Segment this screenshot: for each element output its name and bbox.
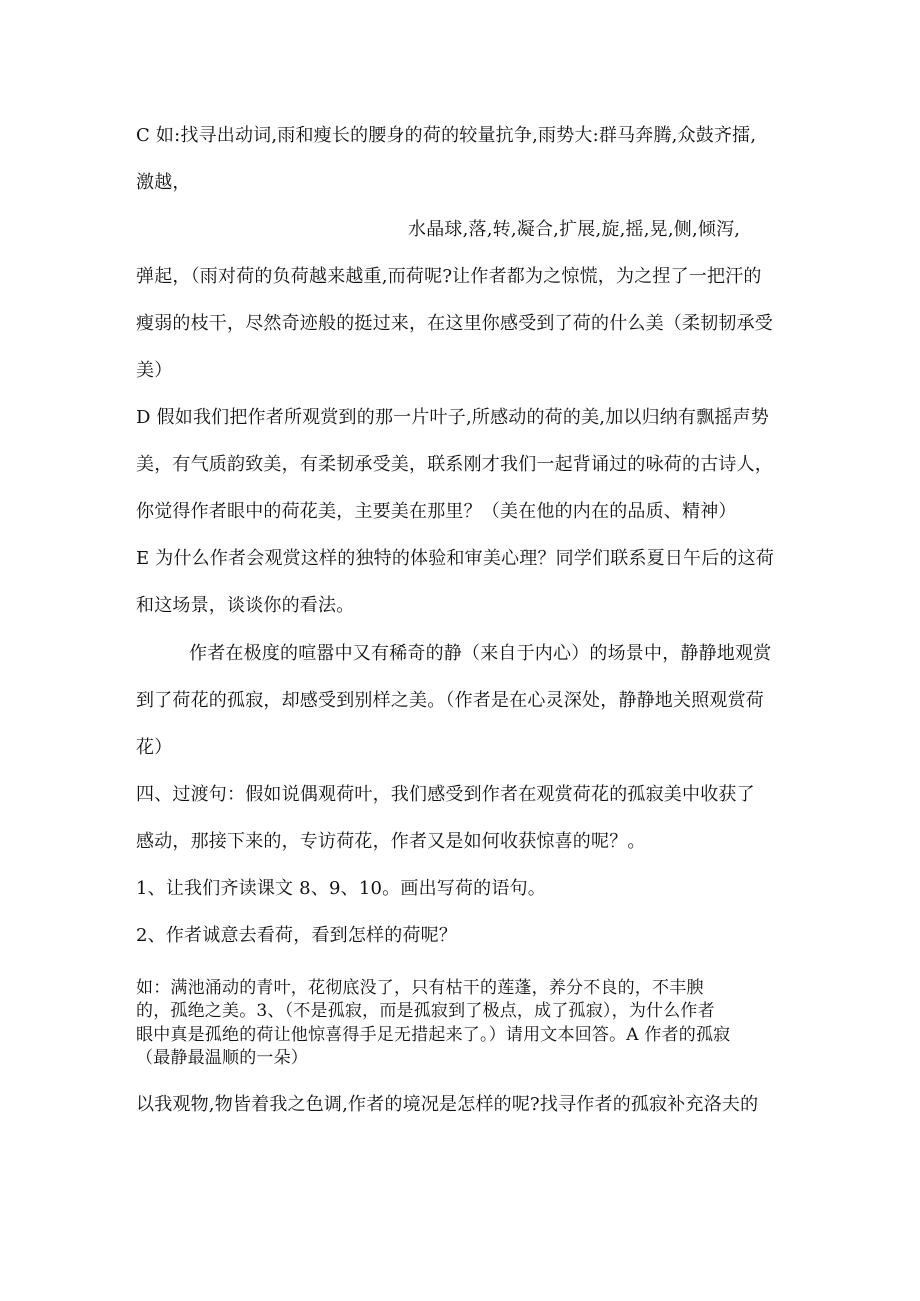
text-line: 1、让我们齐读课文 8、9、10。画出写荷的语句。 [136, 878, 546, 899]
text-line: 花） [136, 737, 173, 758]
text-line: （最静最温顺的一朵） [136, 1048, 308, 1068]
text-line: D 假如我们把作者所观赏到的那一片叶子,所感动的荷的美,加以归纳有飘摇声势 [136, 407, 769, 428]
text-line: 美） [136, 360, 173, 381]
text-line: 到了荷花的孤寂，却感受到别样之美。（作者是在心灵深处，静静地关照观赏荷 [136, 690, 764, 711]
text-line: 和这场景，谈谈你的看法。 [136, 595, 355, 616]
text-line: 感动，那接下来的，专访荷花，作者又是如何收获惊喜的呢？。 [136, 831, 646, 852]
text-line: 眼中真是孤绝的荷让他惊喜得手足无措起来了。）请用文本回答。A 作者的孤寂 [136, 1025, 731, 1045]
text-line: 以我观物,物皆着我之色调,作者的境况是怎样的呢?找寻作者的孤寂补充洛夫的 [136, 1094, 759, 1115]
text-line: 你觉得作者眼中的荷花美，主要美在那里？（美在他的内在的品质、精神） [136, 501, 737, 522]
text-line: C 如:找寻出动词,雨和瘦长的腰身的荷的较量抗争,雨势大:群马奔腾,众鼓齐擂, [136, 125, 757, 146]
text-line: 水晶球,落,转,凝合,扩展,旋,摇,晃,侧,倾泻, [408, 219, 741, 240]
text-line: 美，有气质韵致美，有柔韧承受美，联系刚才我们一起背诵过的咏荷的古诗人， [136, 454, 773, 475]
text-line: 的，孤绝之美。3、（不是孤寂，而是孤寂到了极点，成了孤寂），为什么作者 [136, 1001, 715, 1021]
text-line: 弹起，（雨对荷的负荷越来越重,而荷呢?让作者都为之惊慌，为之捏了一把汗的 [136, 266, 762, 287]
text-line: E 为什么作者会观赏这样的独特的体验和审美心理？同学们联系夏日午后的这荷 [136, 548, 775, 569]
text-line: 作者在极度的喧嚣中又有稀奇的静（来自于内心）的场景中，静静地观赏 [189, 643, 772, 664]
text-line: 如：满池涌动的青叶，花彻底没了，只有枯干的莲蓬，养分不良的，不丰腴 [136, 978, 704, 998]
text-line: 瘦弱的枝干，尽然奇迹般的挺过来，在这里你感受到了荷的什么美（柔韧韧承受 [136, 313, 773, 334]
text-line: 2、作者诚意去看荷，看到怎样的荷呢？ [136, 925, 458, 946]
text-line: 四、过渡句：假如说偶观荷叶，我们感受到作者在观赏荷花的孤寂美中收获了 [136, 784, 755, 805]
text-line: 激越， [136, 172, 191, 193]
